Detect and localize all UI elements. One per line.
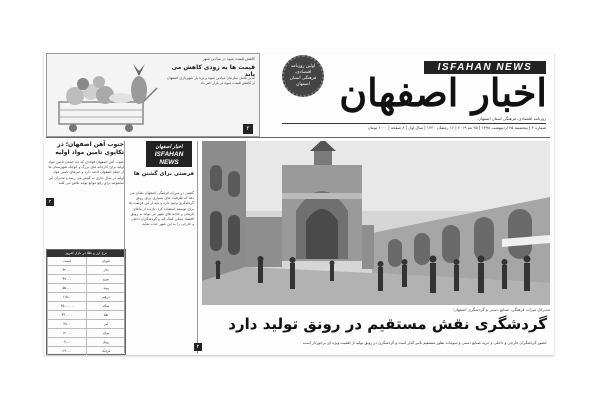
table-row bbox=[47, 275, 125, 284]
table-row bbox=[47, 266, 125, 275]
table-cell: ۴۵۰۰۰۰۰ bbox=[47, 302, 86, 310]
table-cell: یورو bbox=[86, 275, 125, 283]
masthead-english-banner: ISFAHAN NEWS bbox=[424, 61, 546, 74]
ad-page-number: ۲ bbox=[243, 124, 253, 134]
middle-news-column bbox=[128, 141, 194, 353]
masthead-title: اخبار اصفهان bbox=[339, 70, 547, 115]
fruit-advert[interactable] bbox=[46, 53, 260, 137]
table-row bbox=[47, 302, 125, 311]
table-row bbox=[47, 293, 125, 302]
table-cell: لیر bbox=[86, 320, 125, 328]
table-cell: عنوان bbox=[86, 257, 125, 265]
main-lead-text: حضور گردشگران خارجی و داخلی و خرید صنایع دستی و سوغات بطور مستقیم تاثیر گذار است و گردشگری در رونق تولید از اهمیت ویژه ای برخوردار است bbox=[302, 340, 547, 345]
table-cell: ۱۱۵۰۰ bbox=[47, 293, 86, 301]
table-cell: طلا bbox=[86, 311, 125, 319]
table-cell: ۵۵۰۰۰ bbox=[47, 284, 86, 292]
table-row bbox=[47, 257, 125, 266]
mini-masthead-logo bbox=[146, 141, 192, 167]
left-page-number: ۲ bbox=[46, 198, 54, 206]
mini-logo-line-1: اخبار اصفهان bbox=[155, 144, 183, 150]
table-cell: قیمت bbox=[47, 257, 86, 265]
table-row bbox=[47, 347, 125, 355]
masthead-divider bbox=[46, 137, 550, 138]
badge-text: اولین روزنامه اقتصادی، فرهنگی استان اصفهان bbox=[289, 64, 317, 87]
issue-info-line: شماره ۳ | پنجشنبه ۲۵ اردیبهشت ۱۳۹۸ | ۲۵ مه ۲۰۱۹ | ۱۶ رمضان ۱۴۴۰ | سال اول | ۸ صفحه | ۱۰۰۰ تومان bbox=[282, 123, 546, 130]
table-cell: فرانک bbox=[86, 347, 125, 355]
table-cell: روبل bbox=[86, 338, 125, 346]
fruit-cart-image bbox=[53, 62, 165, 134]
table-cell: ۴۷۰۰۰ bbox=[47, 275, 86, 283]
table-cell: ۱۲۰۰۰ bbox=[47, 329, 86, 337]
table-row bbox=[47, 311, 125, 320]
table-cell: ۴۲۰۰۰ bbox=[47, 266, 86, 274]
table-cell: ۶۱۰۰ bbox=[47, 338, 86, 346]
table-cell: درهم bbox=[86, 293, 125, 301]
ad-text: مدیر عامل سازمان میادین میوه و تره بار شهرداری اصفهان از کاهش قیمت میوه در بازار خبر داد bbox=[166, 76, 255, 85]
table-row bbox=[47, 320, 125, 329]
table-cell: پوند bbox=[86, 284, 125, 292]
table-cell: سکه bbox=[86, 302, 125, 310]
middle-body-text: گشتی در میراث فرهنگی اصفهان نشان می دهد که ظرفیت های بسیاری برای رونق گردشگری وجود دارد و باید از این فرصت ها برای توسعه استفاده کرد. بازدید از بناهای تاریخی و جاذبه های شهر می تواند به رونق اقتصاد محلی کمک کند و گردشگران داخلی و خارجی را به این شهر جذب نماید. bbox=[128, 191, 194, 227]
middle-headline[interactable]: فرصتی برای گشتن ها bbox=[133, 171, 194, 177]
table-cell: ۳۸۰۰ bbox=[47, 320, 86, 328]
mini-logo-line-2: ISFAHAN bbox=[154, 151, 184, 158]
ad-title: قیمت ها به زودی کاهش می یابد bbox=[171, 64, 255, 78]
left-news-column bbox=[46, 141, 124, 353]
column-divider bbox=[197, 141, 198, 353]
table-cell: یوان bbox=[86, 329, 125, 337]
newspaper-page bbox=[44, 53, 554, 355]
left-body-text: جنوب آهن اصفهان فولادی که چه جمعی تامین مواد اولیه برای کارخانه های بزرگ و کوچک شهرستان ها از جمله اصفهان ادامه دارد و خبرهای تامین مواد اولیه در سال جاری به گوش می رسد و مدیران این مجموعه برای رفع موانع تولید تلاش می کنند bbox=[48, 160, 124, 185]
left-headline[interactable]: جنوب آهن اصفهان؛ در تکاپوی تامین مواد اولیه bbox=[55, 141, 124, 156]
table-cell: ۲۹۰۰۰ bbox=[47, 347, 86, 355]
masthead-subtitle: روزنامه اقتصادی، فرهنگی استان اصفهان bbox=[478, 116, 546, 121]
vank-cathedral-photo[interactable] bbox=[202, 141, 550, 305]
photo-caption: مدیرکل میراث فرهنگی، صنایع دستی و گردشگری اصفهان: bbox=[452, 307, 550, 312]
table-row bbox=[47, 338, 125, 347]
exchange-rate-table bbox=[46, 249, 126, 355]
main-page-number: ۲ bbox=[194, 343, 202, 351]
column-divider bbox=[124, 141, 125, 353]
table-row bbox=[47, 329, 125, 338]
main-headline[interactable]: گردشگری نقش مستقیم در رونق تولید دارد bbox=[228, 315, 547, 333]
mini-logo-line-3: NEWS bbox=[159, 159, 179, 166]
table-cell: دلار bbox=[86, 266, 125, 274]
table-row bbox=[47, 284, 125, 293]
table-cell: ۴۳۰۰۰۰ bbox=[47, 311, 86, 319]
table-title: نرخ ارز و طلا در بازار امروز bbox=[47, 250, 125, 257]
ad-kicker: کاهش قیمت میوه در میادین شهر bbox=[202, 56, 255, 61]
